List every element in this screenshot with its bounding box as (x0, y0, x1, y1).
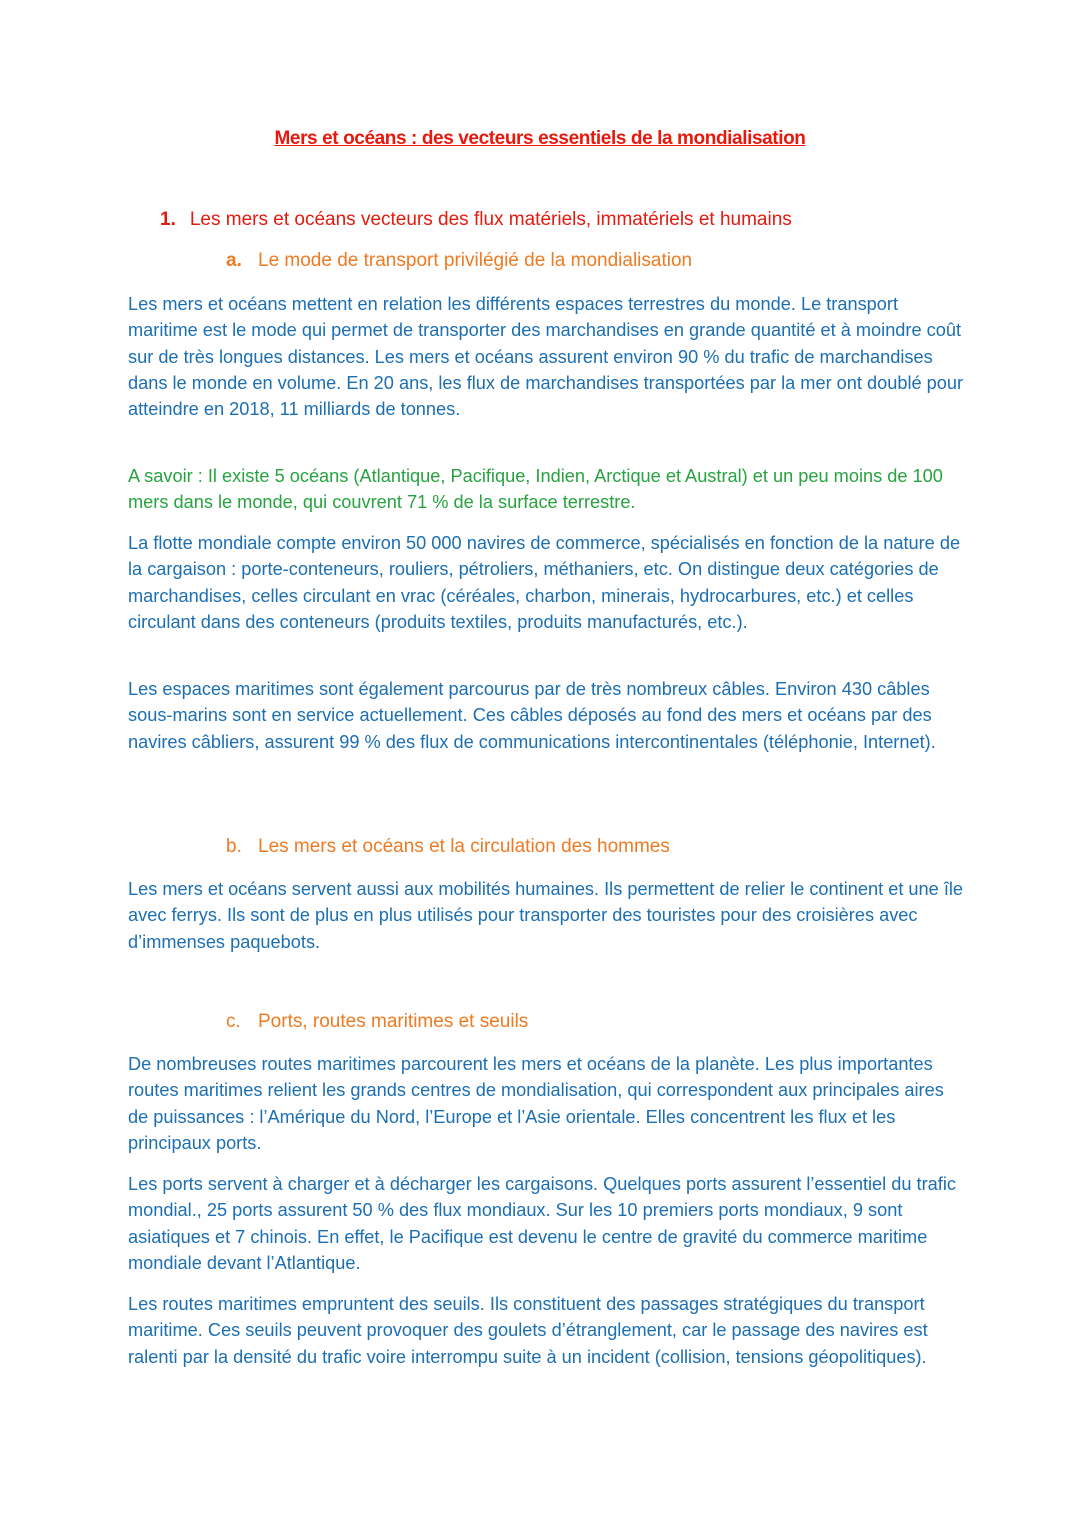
section-1-title: Les mers et océans vecteurs des flux matériels, immatériels et humains (189, 209, 792, 230)
subsection-c-heading (226, 1011, 528, 1033)
subsection-b-letter: b. (226, 836, 242, 857)
section-1-heading (160, 209, 792, 231)
paragraph-a-3: Les espaces maritimes sont également parcourus par de très nombreux câbles. Environ 430 câbles sous-marins sont en service actuellement. Ces câbles déposés au fond des mers et océans par des navires câbliers, assurent 99 % des flux de communications intercontinentales (téléphonie, Internet). (128, 679, 936, 752)
subsection-b-title: Les mers et océans et la circulation des hommes (258, 836, 670, 857)
paragraph-b-1: Les mers et océans servent aussi aux mobilités humaines. Ils permettent de relier le continent et une île avec ferrys. Ils sont de plus en plus utilisés pour transporter des touristes pour des croisières avec d’immenses paquebots. (128, 879, 964, 952)
subsection-a-heading (226, 250, 692, 272)
note-a-savoir: A savoir : Il existe 5 océans (Atlantique, Pacifique, Indien, Arctique et Austral) et un peu moins de 100 mers dans le monde, qui couvrent 71 % de la surface terrestre. (128, 466, 943, 513)
subsection-a-letter: a. (226, 250, 242, 271)
paragraph-a-1: Les mers et océans mettent en relation les différents espaces terrestres du monde. Le transport maritime est le mode qui permet de transporter des marchandises en grande quantité et à moindre coût sur de très longues distances. Les mers et océans assurent environ 90 % du trafic de marchandises dans le monde en volume. En 20 ans, les flux de marchandises transportées par la mer ont doublé pour atteindre en 2018, 11 milliards de tonnes. (128, 294, 964, 420)
page-title: Mers et océans : des vecteurs essentiels de la mondialisation (274, 128, 806, 149)
paragraph-c-1: De nombreuses routes maritimes parcourent les mers et océans de la planète. Les plus importantes routes maritimes relient les grands centres de mondialisation, qui correspondent aux principales aires de puissances : l’Amérique du Nord, l’Europe et l’Asie orientale. Elles concentrent les flux et les principaux ports. (128, 1054, 944, 1153)
subsection-b-heading (226, 836, 670, 858)
subsection-c-title: Ports, routes maritimes et seuils (258, 1011, 529, 1032)
section-1-number: 1. (160, 209, 176, 230)
paragraph-a-2: La flotte mondiale compte environ 50 000 navires de commerce, spécialisés en fonction de la nature de la cargaison : porte-conteneurs, rouliers, pétroliers, méthaniers, etc. On distingue deux catégories de marchandises, celles circulant en vrac (céréales, charbon, minerais, hydrocarbures, etc.) et celles circulant dans des conteneurs (produits textiles, produits manufacturés, etc.). (128, 533, 961, 632)
paragraph-c-2: Les ports servent à charger et à décharger les cargaisons. Quelques ports assurent l’essentiel du trafic mondial., 25 ports assurent 50 % des flux mondiaux. Sur les 10 premiers ports mondiaux, 9 sont asiatiques et 7 chinois. En effet, le Pacifique est devenu le centre de gravité du commerce maritime mondiale devant l’Atlantique. (128, 1174, 956, 1273)
subsection-a-title: Le mode de transport privilégié de la mondialisation (258, 250, 693, 271)
subsection-c-letter: c. (226, 1011, 241, 1032)
paragraph-c-3: Les routes maritimes empruntent des seuils. Ils constituent des passages stratégiques du transport maritime. Ces seuils peuvent provoquer des goulets d’étranglement, car le passage des navires est ralenti par la densité du trafic voire interrompu suite à un incident (collision, tensions géopolitiques). (128, 1294, 928, 1367)
